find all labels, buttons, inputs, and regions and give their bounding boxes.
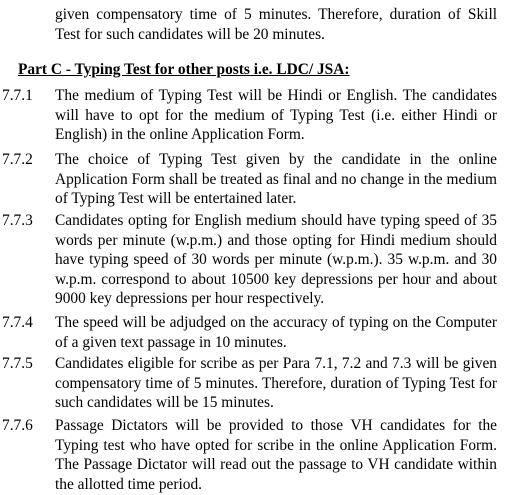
clause-7-7-1: [0, 86, 500, 145]
clause-number: 7.7.1: [2, 87, 33, 104]
clause-number: 7.7.2: [2, 151, 33, 168]
clause-7-7-4: [0, 313, 500, 352]
clause-7-7-5: [0, 354, 500, 413]
clause-number: 7.7.5: [2, 355, 33, 372]
clause-text: Passage Dictators will be provided to those VH candidates for the Typing test who have opted for scribe in the online Application Form. The Passage Dictator will read out the passage to VH candidate within the allotted time period.: [55, 417, 497, 493]
section-heading: Part C - Typing Test for other posts i.e. LDC/ JSA:: [18, 61, 350, 78]
clause-number: 7.7.3: [2, 212, 33, 229]
clause-text: The choice of Typing Test given by the candidate in the online Application Form shall be treated as final and no change in the medium of Typing Test will be entertained later.: [55, 151, 497, 208]
intro-paragraph: given compensatory time of 5 minutes. Therefore, duration of Skill Test for such candidates will be 20 minutes.: [55, 6, 497, 43]
clause-7-7-2: [0, 150, 500, 209]
clause-text: Candidates opting for English medium should have typing speed of 35 words per minute (w.p.m.) and those opting for Hindi medium should have typing speed of 30 words per minute (w.p.m.). 35 w.p.m. and 30 w.p.m. correspond to about 10500 key depressions per hour and about 9000 key depressions per hour respectively.: [55, 212, 497, 308]
clause-7-7-6: [0, 416, 500, 494]
clause-text: The speed will be adjudged on the accuracy of typing on the Computer of a given text passage in 10 minutes.: [55, 314, 497, 351]
clause-text: The medium of Typing Test will be Hindi or English. The candidates will have to opt for the medium of Typing Test (i.e. either Hindi or English) in the online Application Form.: [55, 87, 497, 144]
clause-7-7-3: [0, 211, 500, 309]
clause-text: Candidates eligible for scribe as per Para 7.1, 7.2 and 7.3 will be given compensatory time of 5 minutes. Therefore, duration of Typing Test for such candidates will be 15 minutes.: [55, 355, 497, 412]
clause-number: 7.7.6: [2, 417, 33, 434]
clause-number: 7.7.4: [2, 314, 33, 331]
